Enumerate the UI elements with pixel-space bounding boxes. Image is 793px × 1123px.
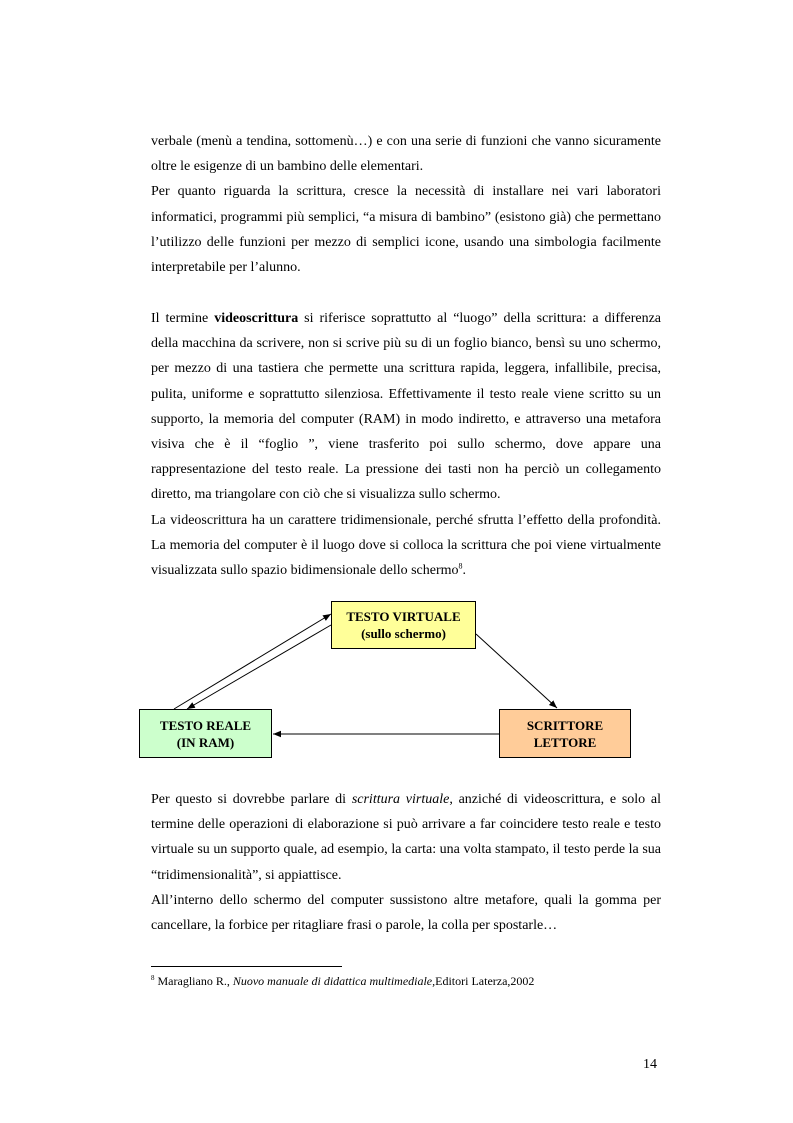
paragraph-2-text: Per quanto riguarda la scrittura, cresce la necessità di installare nei vari laboratori informatici, programmi più semplici, “a misura di bambino” (esistono già) che permettano l’utilizzo delle funzioni per mezzo di semplici icone, usando una simbologia facilmente interpretabile per l’alunno. [151, 184, 661, 276]
arrow-virtual-to-writer [476, 634, 557, 708]
box-virtual-line2: (sullo schermo) [361, 626, 446, 641]
box-real-line2: (IN RAM) [176, 734, 235, 750]
page-number: 14 [643, 1057, 657, 1072]
box-scrittore-lettore [499, 709, 631, 758]
footnote-title: Nuovo manuale di didattica multimediale, [232, 974, 436, 988]
arrow-real-to-virtual [174, 614, 331, 709]
box-real-line1: TESTO REALE [159, 717, 252, 733]
paragraph-5-post: , anziché di videoscrittura, e solo al termine delle operazioni di elaborazione si può arrivare a far coincidere testo reale e testo virtuale su un supporto quale, ad esempio, la carta: una volta stampato, il testo perde la sua “tridimensionalità”, si appiattisce. [151, 792, 662, 883]
paragraph-4-text: La videoscrittura ha un carattere tridimensionale, perché sfrutta l’effetto della profondità. La memoria del computer è il luogo dove si colloca la scrittura che poi viene virtualmente visualizzata sullo spazio bidimensionale dello schermo [151, 512, 661, 579]
box-testo-reale [139, 709, 272, 758]
footnote-divider [151, 966, 342, 967]
box-writer-line1: SCRITTORE [526, 717, 604, 733]
paragraph-scrittura-virtuale [151, 787, 661, 938]
paragraph-4-end: . [462, 563, 467, 579]
footnote-number: 8 [151, 974, 155, 982]
box-testo-virtuale [331, 601, 476, 649]
box-writer-line2: LETTORE [533, 734, 597, 750]
footnote [151, 973, 661, 989]
paragraph-3-pre: Il termine [151, 311, 215, 326]
footnote-author: Maragliano R., [154, 974, 233, 988]
paragraph-3-post: si riferisce soprattutto al “luogo” della scrittura: a differenza della macchina da scrivere, non si scrive più su di un foglio bianco, bensì su uno schermo, per mezzo di una tastiera che permette una scrittura rapida, leggera, infallibile, precisa, pulita, uniforme e soprattutto silenziosa. Effettivamente il testo reale viene scritto su un supporto, la memoria del computer (RAM) in modo indiretto, e attraverso una metafora visiva che è il “foglio ”, viene trasferito poi sullo schermo, dove appare una rappresentazione del testo reale. La pressione dei tasti non ha perciò un collegamento diretto, ma triangolare con ciò che si visualizza sullo schermo. [151, 311, 662, 503]
paragraph-1-text: verbale (menù a tendina, sottomenù…) e con una serie di funzioni che vanno sicuramente oltre le esigenze di un bambino delle elementari. [151, 134, 661, 175]
term-videoscrittura: videoscrittura [214, 311, 299, 326]
arrow-virtual-to-real [187, 625, 331, 709]
footnote-publisher: Editori Laterza,2002 [435, 974, 535, 988]
term-scrittura-virtuale: scrittura virtuale [351, 792, 450, 807]
footnote-ref[interactable]: 8 [458, 561, 463, 571]
paragraph-5-pre: Per questo si dovrebbe parlare di [151, 792, 352, 807]
paragraph-6-text: All’interno dello schermo del computer sussistono altre metafore, quali la gomma per cancellare, la forbice per ritagliare frasi o parole, la colla per spostarle… [151, 892, 661, 934]
box-virtual-line1: TESTO VIRTUALE [346, 609, 461, 624]
